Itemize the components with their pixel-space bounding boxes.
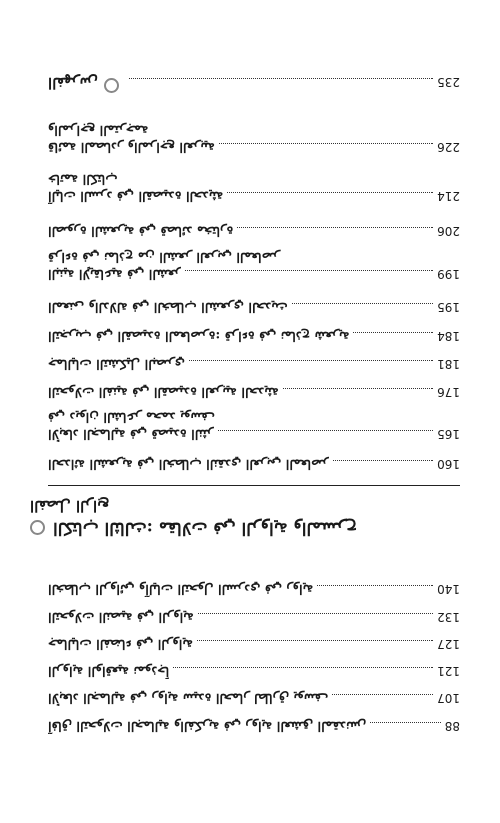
toc-entry[interactable] xyxy=(48,382,460,401)
entry-page: 107 xyxy=(437,691,460,705)
toc-entry[interactable] xyxy=(48,688,460,707)
dot-leader xyxy=(370,722,440,723)
entry-page: 235 xyxy=(437,75,460,89)
circle-bullet-icon xyxy=(30,520,45,535)
entry-page: 199 xyxy=(437,267,460,281)
entry-page: 176 xyxy=(437,385,460,399)
dot-leader xyxy=(198,613,433,614)
entry-page: 121 xyxy=(437,664,460,678)
entry-title: الحداثة الشعرية في الخطاب النقدي العربي المعاصر xyxy=(48,456,330,471)
dot-leader xyxy=(189,360,433,361)
dot-leader xyxy=(197,640,433,641)
dot-leader xyxy=(219,143,433,144)
entry-title: الأبعاد الجمالية في قصيدة النثر xyxy=(48,426,214,441)
entry-page: 184 xyxy=(437,329,460,343)
toc-entry[interactable] xyxy=(48,716,460,735)
entry-title: التحولات النصية في الرواية xyxy=(48,609,194,624)
section-title: الكتاب الثالث: مقالات في الرواية والمسرح xyxy=(53,518,357,538)
dot-leader xyxy=(317,585,433,586)
dot-leader xyxy=(173,667,433,668)
entry-page: 226 xyxy=(437,140,460,154)
entry-title: قائمة المصادر والمراجع العربية xyxy=(48,139,215,154)
entry-page: 214 xyxy=(437,189,460,203)
chapter-title: الفصل الرابع xyxy=(30,497,110,515)
toc-entry[interactable] xyxy=(48,264,460,283)
entry-subtitle: والمراجع المترجمة xyxy=(48,122,149,137)
entry-page: 88 xyxy=(444,719,460,733)
dot-leader xyxy=(332,694,433,695)
toc-entry[interactable] xyxy=(48,137,460,156)
entry-page: 195 xyxy=(437,300,460,314)
toc-entry[interactable] xyxy=(48,186,460,205)
toc-entry[interactable] xyxy=(48,634,460,653)
entry-subtitle: في ديوان الشاعر محمد يوسف xyxy=(48,409,215,424)
entry-title: التحولات الفنية في القصيدة العربية الحديثة xyxy=(48,384,279,399)
entry-title: التجريب في القصيدة المعاصرة: قراءة في نماذج شعرية xyxy=(48,328,350,343)
entry-title: الرواية الواقعية نموذجاً xyxy=(48,663,170,678)
dot-leader xyxy=(353,332,433,333)
toc-entry[interactable] xyxy=(48,326,460,345)
entry-title: جماليات الفضاء في الرواية xyxy=(48,636,193,651)
entry-title: الصورة الشعرية في قصائد مختارة xyxy=(48,223,234,238)
entry-title: الخطاب الروائي وآليات التحول السردي في رواية xyxy=(48,581,314,596)
entry-title: الأبعاد الجمالية في رواية سيدة الحمار لطارق يوسف xyxy=(48,690,329,705)
entry-title: البنية الإيقاعية في الشعر xyxy=(48,266,182,281)
circle-bullet-icon xyxy=(104,78,119,93)
entry-page: 140 xyxy=(437,582,460,596)
dot-leader xyxy=(218,430,433,431)
toc-entry[interactable] xyxy=(48,579,460,598)
dot-leader xyxy=(227,192,433,193)
dot-leader xyxy=(283,388,433,389)
toc-entry[interactable] xyxy=(48,661,460,680)
chapter-heading xyxy=(30,497,470,515)
dot-leader xyxy=(292,303,433,304)
entry-page: 165 xyxy=(437,427,460,441)
dot-leader xyxy=(333,460,433,461)
toc-entry[interactable] xyxy=(48,297,460,316)
entry-title: آفاق التحولات الجمالية والفكرية في رواية العشق المقدنس xyxy=(48,718,367,733)
entry-page: 127 xyxy=(437,637,460,651)
entry-title: جماليات التشكيل البصري xyxy=(48,356,185,371)
dot-leader xyxy=(129,78,433,79)
entry-title: المعنى والدلالة في الخطاب الشعري الحديث xyxy=(48,299,288,314)
section-heading xyxy=(30,518,470,538)
toc-entry-index[interactable] xyxy=(48,73,460,93)
toc-entry[interactable] xyxy=(48,424,460,443)
dot-leader xyxy=(237,227,433,228)
toc-entry[interactable] xyxy=(48,607,460,626)
entry-page: 181 xyxy=(437,357,460,371)
entry-title: الفهرس xyxy=(48,74,98,92)
entry-page: 160 xyxy=(437,457,460,471)
entry-page: 206 xyxy=(437,224,460,238)
toc-entry[interactable] xyxy=(48,354,460,373)
dot-leader xyxy=(185,270,433,271)
toc-entry[interactable] xyxy=(48,454,460,473)
section-divider xyxy=(48,485,460,486)
entry-subtitle: قراءة في نماذج من الشعر العربي المعاصر xyxy=(48,249,280,264)
entry-title: آليات السرد في القصيدة الحديثة xyxy=(48,188,224,203)
entry-page: 132 xyxy=(437,610,460,624)
toc-entry[interactable] xyxy=(48,221,460,240)
entry-subtitle: خاتمة الكتاب xyxy=(48,171,118,186)
